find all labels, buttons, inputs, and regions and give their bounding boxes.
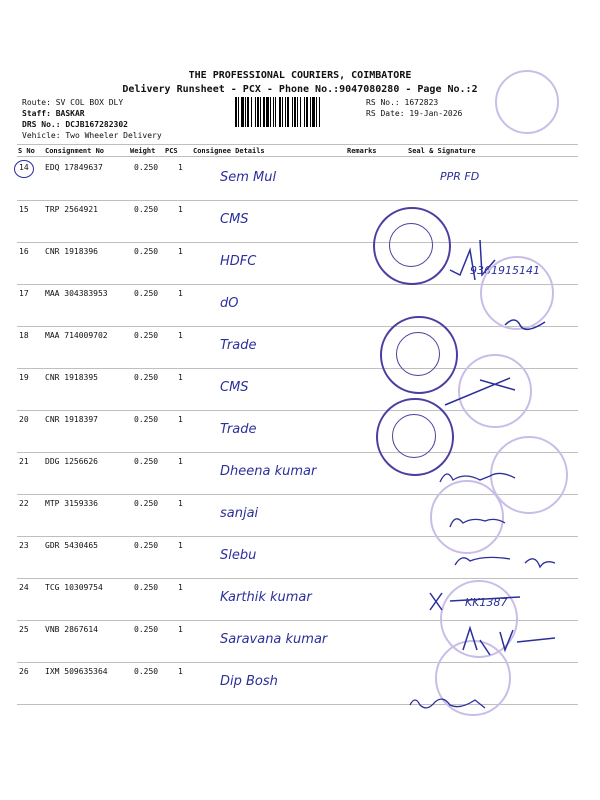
barcode-bar [275, 97, 276, 127]
signature [440, 370, 520, 410]
header-bottom-rule [17, 156, 578, 157]
row-pcs: 1 [178, 331, 183, 340]
row-consignee-handwritten: Slebu [220, 548, 257, 563]
row-pcs: 1 [178, 541, 183, 550]
row-weight: 0.250 [134, 625, 159, 634]
signature [435, 462, 535, 492]
circled-sno-mark [14, 160, 34, 178]
col-seal: Seal & Signature [408, 147, 476, 155]
row-consignee-handwritten: Trade [220, 338, 257, 353]
col-weight: Weight [130, 147, 156, 155]
signature [500, 310, 550, 335]
row-sno: 22 [19, 499, 29, 508]
barcode-bar [235, 97, 237, 127]
row-consignee-handwritten: sanjai [220, 506, 259, 521]
row-weight: 0.250 [134, 247, 159, 256]
row-sno: 25 [19, 625, 29, 634]
row-sno: 26 [19, 667, 29, 676]
row-consignment-no: DDG 1256626 [45, 457, 98, 466]
barcode-bar [319, 97, 320, 127]
row-seal-note: KK1387 [465, 596, 508, 609]
row-consignment-no: TRP 2564921 [45, 205, 98, 214]
row-pcs: 1 [178, 583, 183, 592]
barcode-bar [270, 97, 271, 127]
row-weight: 0.250 [134, 205, 159, 214]
row-weight: 0.250 [134, 163, 159, 172]
barcode-bar [294, 97, 296, 127]
col-remarks: Remarks [347, 147, 377, 155]
row-sno: 23 [19, 541, 29, 550]
info-left [22, 97, 162, 141]
row-sno: 14 [19, 163, 29, 172]
col-sno: S No [18, 147, 35, 155]
barcode-bar [245, 97, 246, 127]
row-consignment-no: CNR 1918397 [45, 415, 98, 424]
barcode-bar [263, 97, 265, 127]
header-top-rule [17, 144, 578, 145]
rs-no: RS No.: 1672823 [366, 98, 439, 107]
barcode-bar [260, 97, 261, 127]
rs-date: RS Date: 19-Jan-2026 [366, 109, 463, 118]
row-pcs: 1 [178, 163, 183, 172]
info-right [366, 97, 462, 119]
row-consignee-handwritten: Dip Bosh [220, 674, 278, 689]
row-divider [17, 326, 578, 327]
row-consignment-no: VNB 2867614 [45, 625, 98, 634]
row-weight: 0.250 [134, 457, 159, 466]
barcode-bar [251, 97, 252, 127]
row-divider [17, 452, 578, 453]
signature [405, 690, 495, 715]
row-consignee-handwritten: Karthik kumar [220, 590, 312, 605]
row-sno: 16 [19, 247, 29, 256]
signature [455, 620, 565, 660]
row-pcs: 1 [178, 667, 183, 676]
row-pcs: 1 [178, 205, 183, 214]
row-weight: 0.250 [134, 667, 159, 676]
barcode-bar [306, 97, 308, 127]
row-pcs: 1 [178, 625, 183, 634]
title-company: THE PROFESSIONAL COURIERS, COIMBATORE [188, 70, 412, 81]
row-consignee-handwritten: Saravana kumar [220, 632, 328, 647]
row-consignment-no: MTP 3159336 [45, 499, 98, 508]
row-weight: 0.250 [134, 499, 159, 508]
staff-line: Staff: BASKAR [22, 109, 85, 118]
row-consignment-no: TCG 10309754 [45, 583, 103, 592]
row-pcs: 1 [178, 457, 183, 466]
row-consignee-handwritten: CMS [220, 380, 249, 395]
col-consignment: Consignment No [45, 147, 105, 155]
row-consignment-no: IXM 509635364 [45, 667, 108, 676]
barcode-bar [300, 97, 301, 127]
faint-stamp [495, 70, 559, 134]
row-pcs: 1 [178, 373, 183, 382]
row-consignment-no: MAA 304383953 [45, 289, 108, 298]
row-pcs: 1 [178, 289, 183, 298]
row-sno: 21 [19, 457, 29, 466]
row-weight: 0.250 [134, 415, 159, 424]
row-weight: 0.250 [134, 583, 159, 592]
row-weight: 0.250 [134, 541, 159, 550]
row-consignee-handwritten: dO [220, 296, 239, 311]
barcode-bar [310, 97, 311, 127]
drs-line: DRS No.: DCJB167282302 [22, 120, 128, 129]
row-weight: 0.250 [134, 289, 159, 298]
signature [450, 545, 560, 575]
row-consignment-no: CNR 1918396 [45, 247, 98, 256]
barcode-bar [297, 97, 298, 127]
row-divider [17, 200, 578, 201]
barcode-bar [238, 97, 239, 127]
row-sno: 18 [19, 331, 29, 340]
row-consignment-no: EDQ 17849637 [45, 163, 103, 172]
row-sno: 24 [19, 583, 29, 592]
row-seal-note: PPR FD [440, 170, 480, 183]
row-pcs: 1 [178, 415, 183, 424]
col-pcs: PCS [165, 147, 178, 155]
barcode-bar [241, 97, 244, 127]
row-sno: 15 [19, 205, 29, 214]
barcode-bar [304, 97, 305, 127]
barcode-bar [287, 97, 289, 127]
barcode-bar [257, 97, 259, 127]
row-consignee-handwritten: Sem Mul [220, 170, 277, 185]
row-divider [17, 578, 578, 579]
row-weight: 0.250 [134, 331, 159, 340]
row-seal-note: 9361915141 [470, 264, 540, 277]
barcode-bar [285, 97, 286, 127]
row-sno: 20 [19, 415, 29, 424]
row-consignment-no: GDR 5430465 [45, 541, 98, 550]
barcode-bar [292, 97, 293, 127]
title-runsheet: Delivery Runsheet - PCX - Phone No.:9047080280 - Page No.:2 [122, 84, 478, 95]
signature [440, 230, 550, 290]
row-consignment-no: CNR 1918395 [45, 373, 98, 382]
signature [445, 505, 515, 535]
row-consignee-handwritten: Trade [220, 422, 257, 437]
row-pcs: 1 [178, 499, 183, 508]
barcode-bar [316, 97, 317, 127]
barcode [235, 97, 363, 127]
col-consignee: Consignee Details [193, 147, 265, 155]
barcode-bar [279, 97, 281, 127]
row-consignment-no: MAA 714009702 [45, 331, 108, 340]
row-sno: 19 [19, 373, 29, 382]
row-weight: 0.250 [134, 373, 159, 382]
row-sno: 17 [19, 289, 29, 298]
barcode-bar [312, 97, 315, 127]
signature [420, 585, 530, 615]
barcode-bar [255, 97, 256, 127]
row-consignee-handwritten: HDFC [220, 254, 257, 269]
barcode-bar [266, 97, 269, 127]
row-pcs: 1 [178, 247, 183, 256]
barcode-bar [273, 97, 274, 127]
row-consignee-handwritten: Dheena kumar [220, 464, 317, 479]
barcode-bar [247, 97, 249, 127]
barcode-bar [282, 97, 283, 127]
vehicle-line: Vehicle: Two Wheeler Delivery [22, 131, 162, 140]
row-consignee-handwritten: CMS [220, 212, 249, 227]
route-line: Route: SV COL BOX DLY [22, 98, 124, 107]
